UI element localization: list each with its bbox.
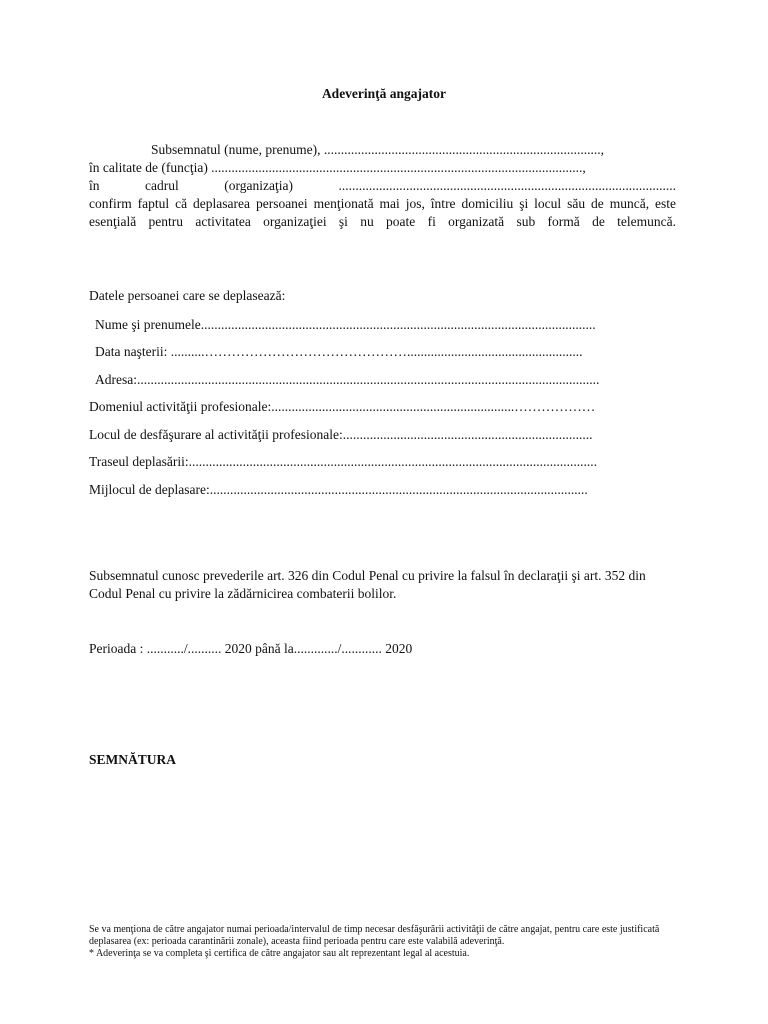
footnote-certification: * Adeverinţa se va completa şi certifica de către angajator sau alt reprezentant legal al acestuia. bbox=[89, 948, 470, 959]
document-title: Adeverinţă angajator bbox=[321, 86, 447, 101]
intro-word-in: în bbox=[89, 178, 100, 193]
signature-label: SEMNĂTURA bbox=[89, 752, 177, 767]
footnote bbox=[89, 924, 679, 960]
footnote-period: Se va menţiona de către angajator numai perioada/intervalul de timp necesar desfăşurării activităţii de către angajat, pentru care este justificată deplasarea (ex: perioada carantinării zonale), aceasta fiind perioada pentru care este valabilă adeverinţă. bbox=[89, 924, 660, 947]
field-address[interactable]: Adresa:......................................................................................................................................... bbox=[95, 372, 600, 387]
field-route[interactable]: Traseul deplasării:......................................................................................................................... bbox=[89, 454, 597, 469]
intro-line-name: Subsemnatul (nume, prenume), .................................................................................., bbox=[151, 142, 604, 157]
period-field[interactable]: Perioada : .........../.......... 2020 până la............./............ 2020 bbox=[89, 641, 413, 656]
intro-organization-dots: .................................................................................................... bbox=[338, 178, 676, 193]
field-transport[interactable]: Mijlocul de deplasare:................................................................................................................ bbox=[89, 482, 588, 497]
legal-declaration: Subsemnatul cunosc prevederile art. 326 din Codul Penal cu privire la falsul în declaraţii şi art. 352 din Codul Penal cu privire la zădărnicirea combaterii bolilor. bbox=[89, 568, 646, 601]
field-professional-domain[interactable]: Domeniul activităţii profesionale:........................................................................……………… bbox=[89, 399, 596, 414]
intro-word-organizatia: (organizaţia) bbox=[224, 178, 293, 193]
field-work-location[interactable]: Locul de desfăşurare al activităţii profesionale:.......................................................................... bbox=[89, 427, 593, 442]
intro-line-confirm: confirm faptul că deplasarea persoanei menţionată mai jos, între domiciliu şi locul său de muncă, este esenţială pentru activitatea organizaţiei şi nu poate fi organizată sub formă de telemuncă. bbox=[89, 196, 676, 229]
intro-paragraph bbox=[89, 141, 676, 231]
field-birth-date[interactable]: Data naşterii: ..........……………………………………….................................................... bbox=[95, 344, 583, 359]
intro-line-organization bbox=[89, 177, 676, 195]
intro-line-function: în calitate de (funcţia) .............................................................................................................., bbox=[89, 160, 586, 175]
person-data-heading: Datele persoanei care se deplasează: bbox=[89, 288, 286, 303]
field-full-name[interactable]: Nume şi prenumele..................................................................................................................... bbox=[95, 317, 596, 332]
intro-word-cadrul: cadrul bbox=[145, 178, 179, 193]
